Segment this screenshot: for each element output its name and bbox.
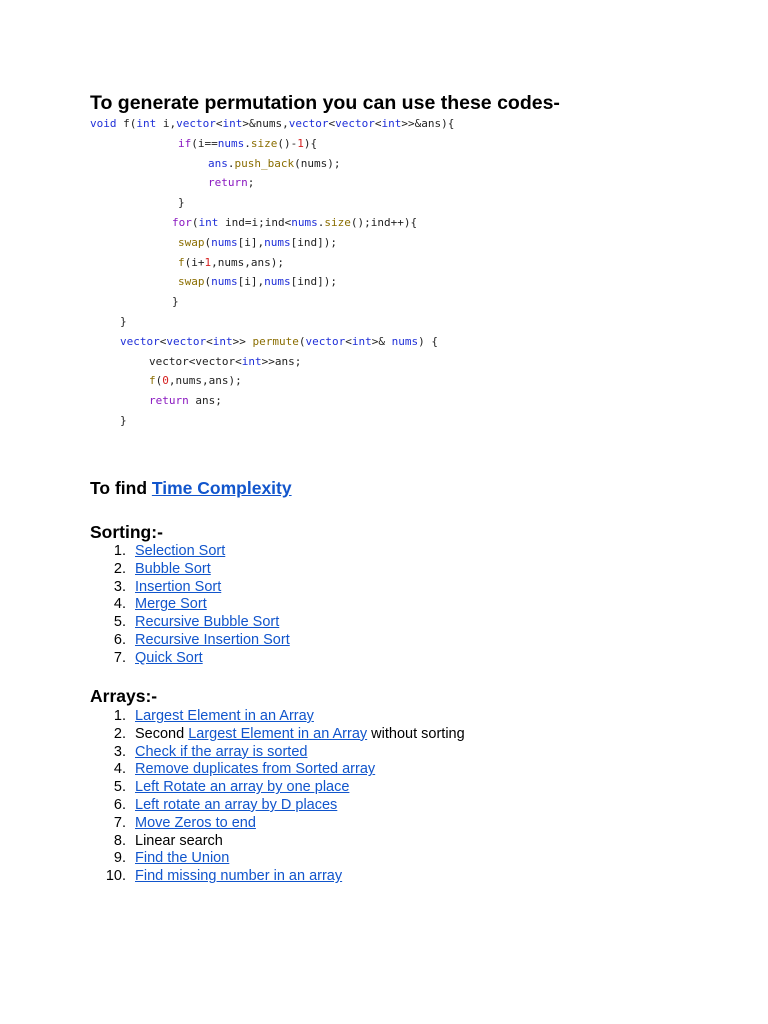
time-complexity-link[interactable]: Time Complexity — [151, 478, 292, 498]
list-item: 6. Left rotate an array by D places — [113, 796, 338, 813]
code-line: ans.push_back(nums); — [208, 156, 341, 170]
list-item: 5. Recursive Bubble Sort — [113, 614, 280, 631]
list-item: 2. Second Largest Element in an Array without sorting — [113, 725, 465, 742]
list-item: 1. Selection Sort — [113, 543, 226, 559]
code-line: vector<vector<int>> permute(vector<int>& nums) { — [120, 334, 438, 348]
code-line: f(0,nums,ans); — [149, 374, 242, 388]
bubble-sort-link[interactable]: Bubble Sort — [135, 560, 211, 577]
heading-sorting: Sorting:- — [90, 522, 163, 542]
list-item: 7. Move Zeros to end — [113, 814, 256, 831]
check-array-sorted-link[interactable]: Check if the array is sorted — [135, 743, 308, 760]
code-line: for(int ind=i;ind<nums.size();ind++){ — [172, 215, 418, 229]
list-item: 4. Merge Sort — [113, 596, 207, 613]
list-item: 2. Bubble Sort — [113, 560, 211, 577]
merge-sort-link[interactable]: Merge Sort — [135, 596, 207, 613]
code-line: swap(nums[i],nums[ind]); — [178, 275, 337, 289]
code-line: return ans; — [149, 394, 222, 408]
recursive-bubble-sort-link[interactable]: Recursive Bubble Sort — [135, 614, 280, 631]
largest-element-link[interactable]: Largest Element in an Array — [135, 708, 314, 724]
second-largest-element-link[interactable]: Largest Element in an Array — [188, 725, 368, 742]
left-rotate-one-link[interactable]: Left Rotate an array by one place — [135, 779, 350, 796]
list-item: 9. Find the Union — [113, 850, 230, 867]
list-item: 1. Largest Element in an Array — [113, 708, 314, 724]
selection-sort-link[interactable]: Selection Sort — [135, 543, 226, 559]
left-rotate-d-link[interactable]: Left rotate an array by D places — [135, 796, 338, 813]
sorting-list — [90, 543, 290, 668]
insertion-sort-link[interactable]: Insertion Sort — [135, 578, 222, 595]
list-item: 4. Remove duplicates from Sorted array — [113, 761, 376, 778]
recursive-insertion-sort-link[interactable]: Recursive Insertion Sort — [135, 631, 290, 648]
code-line: } — [120, 314, 127, 328]
list-item: 3. Check if the array is sorted — [113, 743, 308, 760]
linear-search-text: Linear search — [135, 832, 223, 849]
list-item: 8. Linear search — [113, 832, 223, 849]
code-line: return; — [208, 176, 255, 190]
remove-duplicates-link[interactable]: Remove duplicates from Sorted array — [135, 761, 376, 778]
heading-permutation: To generate permutation you can use these codes- — [90, 92, 560, 114]
quick-sort-link[interactable]: Quick Sort — [135, 649, 203, 666]
list-item: 3. Insertion Sort — [113, 578, 222, 595]
list-item: 5. Left Rotate an array by one place — [113, 779, 350, 796]
arrays-list — [90, 708, 465, 886]
code-line: f(i+1,nums,ans); — [178, 255, 284, 269]
find-union-link[interactable]: Find the Union — [135, 850, 230, 867]
code-line: vector<vector<int>>ans; — [149, 354, 302, 368]
move-zeros-link[interactable]: Move Zeros to end — [135, 814, 256, 831]
find-missing-number-link[interactable]: Find missing number in an array — [135, 868, 343, 885]
heading-arrays: Arrays:- — [90, 686, 158, 706]
code-line: } — [172, 295, 179, 309]
list-item: 6. Recursive Insertion Sort — [113, 631, 290, 648]
code-line: } — [120, 413, 127, 427]
code-line: } — [178, 196, 185, 210]
code-block — [0, 114, 768, 431]
list-item: 7. Quick Sort — [113, 649, 203, 666]
list-item: 10. Find missing number in an array — [105, 868, 343, 885]
code-line: void f(int i,vector<int>&nums,vector<vector<int>>&ans){ — [90, 117, 455, 130]
code-line: if(i==nums.size()-1){ — [178, 136, 318, 150]
code-line: swap(nums[i],nums[ind]); — [178, 235, 337, 249]
heading-time-complexity: To find Time Complexity — [90, 478, 292, 498]
